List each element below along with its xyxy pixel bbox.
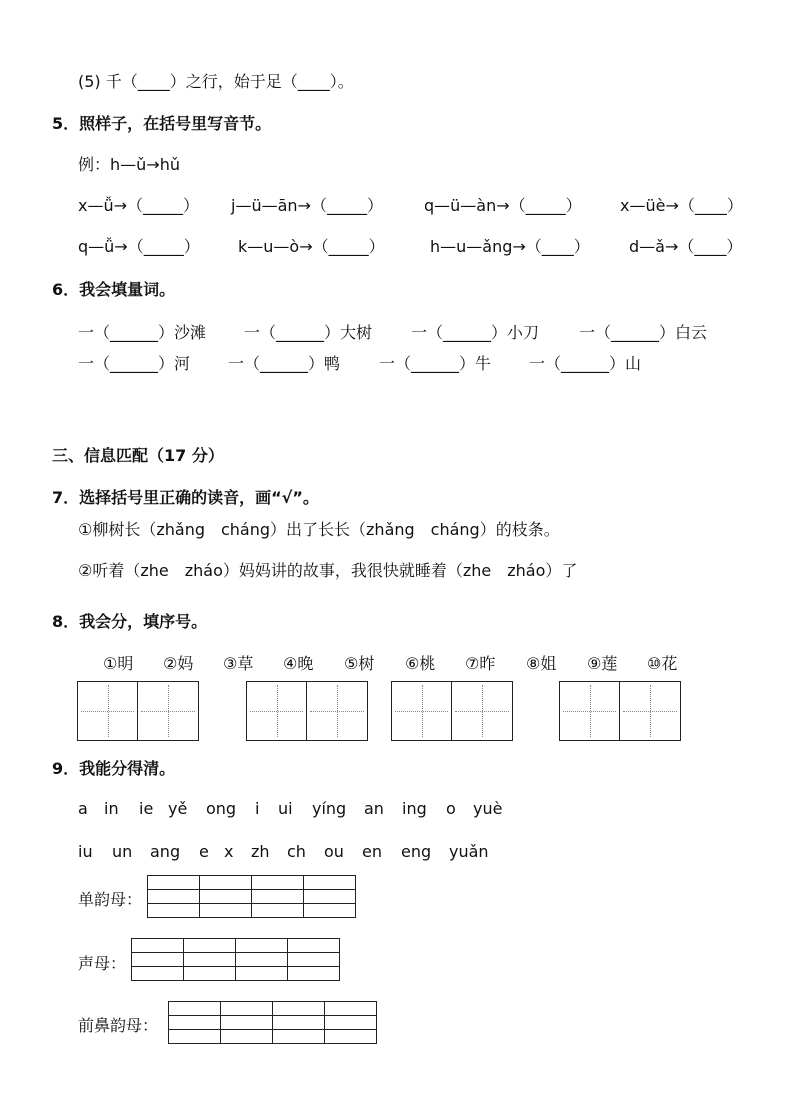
tianzige-group-1 [77,681,199,741]
q6-r1-item-2: 一（______）大树 [244,323,373,342]
q8-char-9: ⑨莲 [587,654,618,673]
q6-r1-item-3: 一（______）小刀 [411,323,540,342]
section-3-heading: 三、信息匹配（17 分） [52,446,224,465]
q6-r2-item-2: 一（______）鸭 [228,354,341,373]
q9-r2-item: eng [401,842,432,861]
q5-r2-item-2: k—u—ò→（_____） [238,237,385,256]
q6-r1-item-1: 一（______）沙滩 [78,323,207,342]
table-label-front-nasal-finals: 前鼻韵母： [78,1016,159,1035]
q9-r1-item: ing [402,799,427,818]
q4-item-5: (5) 千（____）之行，始于足（____）。 [78,72,354,91]
q9-title: 9．我能分得清。 [52,759,176,778]
q5-r1-item-4: x—üè→（____） [620,196,743,215]
tianzige-group-4 [559,681,681,741]
tianzige-cell[interactable] [247,682,307,740]
q5-example: 例：h—ǔ→hǔ [78,155,180,174]
q6-r2-item-3: 一（______）牛 [379,354,492,373]
q9-r2-item: un [112,842,133,861]
q7-line-2: ②听着（zhe zháo）妈妈讲的故事，我很快就睡着（zhe zháo）了 [78,561,578,580]
q8-char-3: ③草 [223,654,254,673]
tianzige-cell[interactable] [307,682,367,740]
q6-r2-item-4: 一（______）山 [529,354,642,373]
q9-r2-item: x [224,842,234,861]
q8-char-2: ②妈 [163,654,194,673]
q9-r1-item: i [255,799,260,818]
q9-r2-item: en [362,842,382,861]
q8-char-4: ④晚 [283,654,314,673]
answer-table-single-finals [147,875,356,918]
q9-r2-item: yuǎn [449,842,489,861]
q5-r1-item-3: q—ü—àn→（_____） [424,196,582,215]
q9-r1-item: ie [139,799,154,818]
q9-r1-item: yuè [473,799,503,818]
q9-r1-item: ui [278,799,293,818]
answer-table-initials [131,938,340,981]
q9-r2-item: ou [324,842,344,861]
q9-r1-item: a [78,799,88,818]
tianzige-cell[interactable] [620,682,680,740]
q8-char-8: ⑧姐 [526,654,557,673]
tianzige-cell[interactable] [138,682,198,740]
q9-r1-item: yíng [312,799,347,818]
q8-char-6: ⑥桃 [405,654,436,673]
q7-title: 7．选择括号里正确的读音，画“√”。 [52,488,319,507]
tianzige-cell[interactable] [560,682,620,740]
q9-r1-item: o [446,799,456,818]
q8-title: 8．我会分，填序号。 [52,612,208,631]
q8-char-5: ⑤树 [344,654,375,673]
q5-title: 5．照样子，在括号里写音节。 [52,114,272,133]
q9-r1-item: in [104,799,119,818]
q6-r1-item-4: 一（______）白云 [579,323,708,342]
answer-table-front-nasal-finals [168,1001,377,1044]
tianzige-cell[interactable] [452,682,512,740]
tianzige-group-3 [391,681,513,741]
q5-r1-item-2: j—ü—ān→（_____） [231,196,383,215]
tianzige-group-2 [246,681,368,741]
q9-r2-item: ang [150,842,181,861]
q9-r2-item: ch [287,842,306,861]
q9-r2-item: iu [78,842,93,861]
q5-r2-item-1: q—ǚ→（_____） [78,237,200,256]
q8-char-1: ①明 [103,654,134,673]
q9-r2-item: e [199,842,209,861]
q9-r2-item: zh [251,842,270,861]
q5-r2-item-3: h—u—ǎng→（____） [430,237,590,256]
q5-r2-item-4: d—ǎ→（____） [629,237,743,256]
q7-line-1: ①柳树长（zhǎng cháng）出了长长（zhǎng cháng）的枝条。 [78,520,560,539]
tianzige-cell[interactable] [78,682,138,740]
q9-r1-item: ong [206,799,237,818]
tianzige-cell[interactable] [392,682,452,740]
q5-r1-item-1: x—ǚ→（_____） [78,196,200,215]
q8-char-10: ⑩花 [647,654,678,673]
q8-char-7: ⑦昨 [465,654,496,673]
q9-r1-item: an [364,799,384,818]
q6-title: 6．我会填量词。 [52,280,176,299]
q9-r1-item: yě [168,799,188,818]
q6-r2-item-1: 一（______）河 [78,354,191,373]
table-label-single-finals: 单韵母： [78,890,143,909]
table-label-initials: 声母： [78,954,127,973]
